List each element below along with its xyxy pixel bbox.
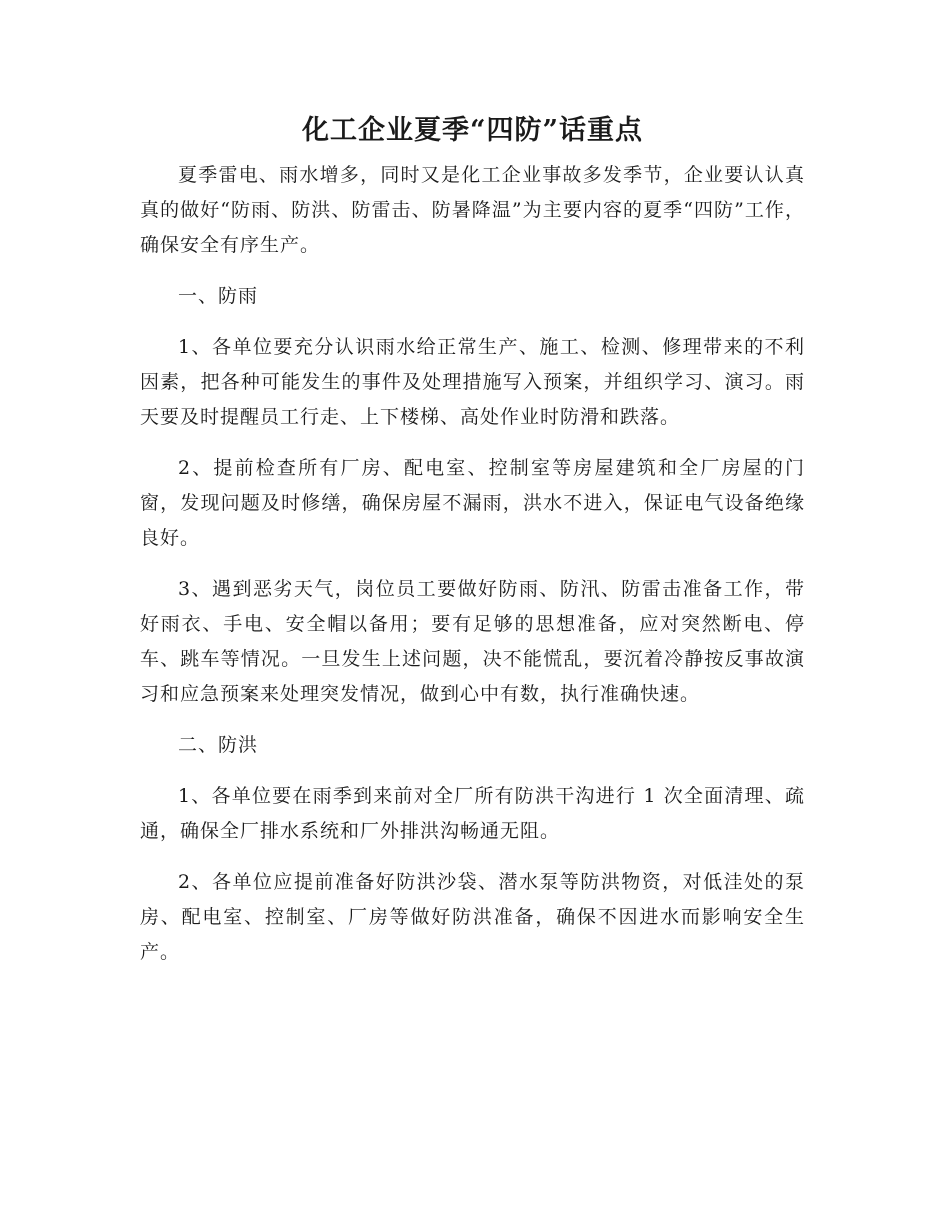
- flood-item-1: 1、各单位要在雨季到来前对全厂所有防洪干沟进行 1 次全面清理、疏通，确保全厂排水系统和厂外排洪沟畅通无阻。: [140, 785, 805, 842]
- rain-item-2: 2、提前检查所有厂房、配电室、控制室等房屋建筑和全厂房屋的门窗，发现问题及时修缮，确保房屋不漏雨，洪水不进入，保证电气设备绝缘良好。: [140, 457, 805, 549]
- document-title: 化工企业夏季“四防”话重点: [301, 115, 644, 146]
- flood-item-2: 2、各单位应提前准备好防洪沙袋、潜水泵等防洪物资，对低洼处的泵房、配电室、控制室、厂房等做好防洪准备，确保不因进水而影响安全生产。: [140, 871, 805, 963]
- section-heading-flood: 二、防洪: [178, 734, 259, 756]
- intro-paragraph: 夏季雷电、雨水增多，同时又是化工企业事故多发季节，企业要认认真真的做好“防雨、防洪、防雷击、防暑降温”为主要内容的夏季“四防”工作，确保安全有序生产。: [140, 164, 805, 256]
- section-heading-rain: 一、防雨: [178, 285, 259, 307]
- document-page: [140, 108, 805, 986]
- rain-item-3: 3、遇到恶劣天气，岗位员工要做好防雨、防汛、防雷击准备工作，带好雨衣、手电、安全帽以备用；要有足够的思想准备，应对突然断电、停车、跳车等情况。一旦发生上述问题，决不能慌乱，要沉着冷静按反事故演习和应急预案来处理突发情况，做到心中有数，执行准确快速。: [140, 578, 805, 705]
- rain-item-1: 1、各单位要充分认识雨水给正常生产、施工、检测、修理带来的不利因素，把各种可能发生的事件及处理措施写入预案，并组织学习、演习。雨天要及时提醒员工行走、上下楼梯、高处作业时防滑和跌落。: [140, 336, 805, 428]
